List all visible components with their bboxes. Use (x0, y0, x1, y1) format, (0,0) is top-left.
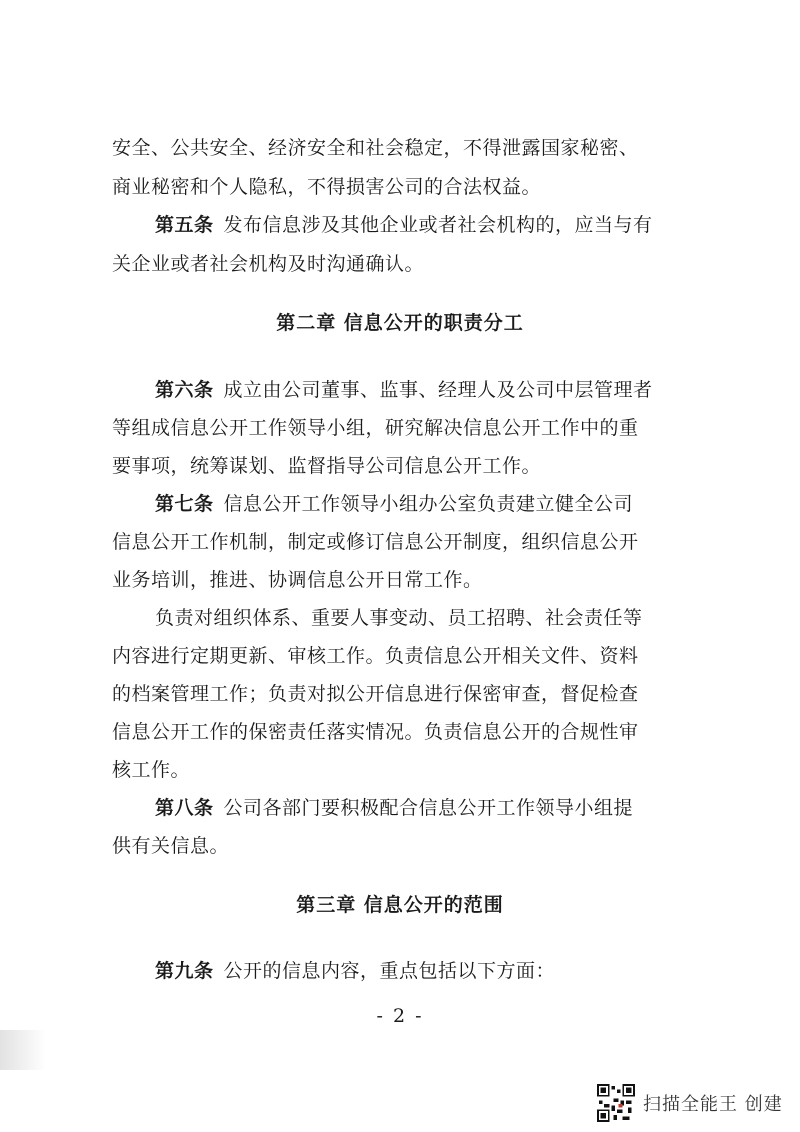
text-line: 内容进行定期更新、审核工作。负责信息公开相关文件、资料 (112, 645, 639, 667)
page-edge-shadow (0, 1030, 46, 1070)
text-line: 供有关信息。 (112, 835, 230, 857)
text-line: 关企业或者社会机构及时沟通确认。 (112, 253, 425, 275)
text-line: 核工作。 (112, 759, 191, 781)
text-line: 要事项，统筹谋划、监督指导公司信息公开工作。 (112, 455, 542, 477)
text-line: 安全、公共安全、经济安全和社会稳定，不得泄露国家秘密、 (112, 137, 639, 159)
page-number: - 2 - (376, 1005, 424, 1027)
scanner-watermark (597, 1083, 783, 1123)
article-9 (155, 958, 695, 984)
text-line: 业务培训，推进、协调信息公开日常工作。 (112, 569, 483, 591)
article-number: 第六条 (155, 379, 214, 401)
article-8 (155, 795, 695, 821)
text-line: 信息公开工作机制，制定或修订信息公开制度，组织信息公开 (112, 531, 639, 553)
qr-code-icon (597, 1084, 635, 1122)
text-line: 商业秘密和个人隐私，不得损害公司的合法权益。 (112, 176, 542, 198)
article-number: 第九条 (155, 960, 214, 982)
article-6 (155, 377, 695, 403)
text-line: 负责对组织体系、重要人事变动、员工招聘、社会责任等 (155, 607, 643, 629)
text-line: 信息公开工作的保密责任落实情况。负责信息公开的合规性审 (112, 721, 639, 743)
chapter-heading: 第二章 信息公开的职责分工 (276, 312, 524, 334)
text-line: 的档案管理工作；负责对拟公开信息进行保密审查，督促检查 (112, 683, 639, 705)
article-number: 第八条 (155, 797, 214, 819)
article-5 (155, 212, 695, 238)
text-line: 信息公开工作领导小组办公室负责建立健全公司 (223, 493, 634, 515)
text-line: 成立由公司董事、监事、经理人及公司中层管理者 (223, 379, 653, 401)
chapter-heading: 第三章 信息公开的范围 (296, 894, 504, 916)
text-line: 公开的信息内容，重点包括以下方面： (223, 960, 556, 982)
article-number: 第七条 (155, 493, 214, 515)
article-number: 第五条 (155, 214, 214, 236)
watermark-text: 扫描全能王 创建 (643, 1094, 783, 1115)
text-line: 公司各部门要积极配合信息公开工作领导小组提 (223, 797, 634, 819)
text-line: 等组成信息公开工作领导小组，研究解决信息公开工作中的重 (112, 417, 639, 439)
text-line: 发布信息涉及其他企业或者社会机构的，应当与有 (223, 214, 653, 236)
article-7 (155, 491, 695, 517)
